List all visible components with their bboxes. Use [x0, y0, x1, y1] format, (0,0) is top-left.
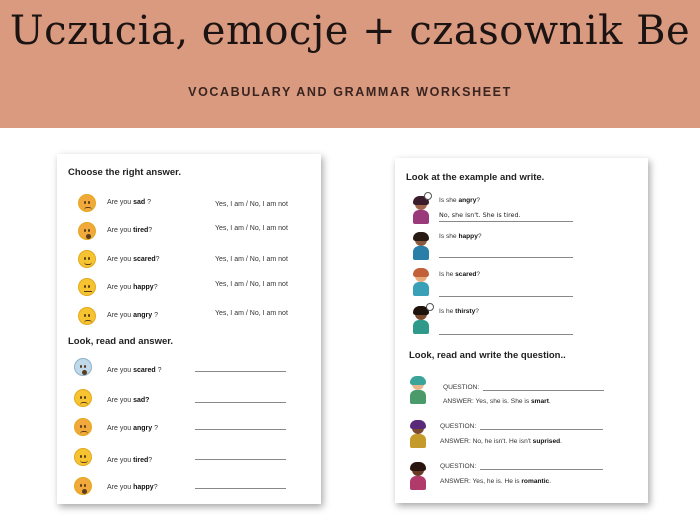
girl-angry-avatar-icon — [410, 196, 432, 224]
answer-line[interactable] — [195, 429, 286, 430]
question-text: Are you scared ? — [107, 367, 162, 374]
list-item — [57, 477, 321, 501]
answer-text: ANSWER: Yes, she is. She is smart. — [443, 398, 551, 405]
question-text: Is she angry? — [439, 197, 481, 204]
question-text: Are you angry ? — [107, 312, 158, 319]
girl-smart-avatar-icon — [407, 376, 429, 404]
boy-scared-avatar-icon — [410, 268, 432, 296]
list-item — [57, 278, 321, 302]
list-item — [395, 304, 648, 336]
answer-line[interactable] — [439, 257, 573, 258]
question-text: Is she happy? — [439, 233, 482, 240]
section-heading: Look, read and answer. — [68, 336, 174, 347]
list-item — [395, 458, 648, 492]
question-text: Are you sad? — [107, 397, 150, 404]
sad-face-icon — [78, 307, 96, 325]
answer-options[interactable]: Yes, I am / No, I am not — [215, 256, 288, 263]
question-text: Are you sad ? — [107, 199, 151, 206]
list-item — [57, 358, 321, 382]
answer-line[interactable] — [195, 402, 286, 403]
answer-line[interactable] — [439, 221, 573, 222]
list-item — [57, 448, 321, 472]
list-item — [57, 418, 321, 442]
question-text: Are you tired? — [107, 227, 153, 234]
girl-happy-avatar-icon — [410, 232, 432, 260]
question-line[interactable] — [483, 390, 604, 391]
list-item — [395, 230, 648, 262]
answer-options[interactable]: Yes, I am / No, I am not — [215, 281, 288, 288]
yawning-face-icon — [74, 477, 92, 495]
answer-options[interactable]: Yes, I am / No, I am not — [215, 201, 288, 208]
smiling-face-icon — [74, 448, 92, 466]
worksheet-page-left — [57, 154, 321, 504]
answer-options[interactable]: Yes, I am / No, I am not — [215, 225, 288, 232]
answer-options[interactable]: Yes, I am / No, I am not — [215, 310, 288, 317]
answer-line[interactable] — [439, 334, 573, 335]
question-label: QUESTION: — [440, 463, 477, 470]
question-text: Are you scared? — [107, 256, 160, 263]
yawning-face-icon — [78, 222, 96, 240]
question-label: QUESTION: — [440, 423, 477, 430]
smiling-face-icon — [78, 250, 96, 268]
list-item — [57, 389, 321, 413]
answer-line[interactable] — [195, 488, 286, 489]
answer-line[interactable] — [439, 296, 573, 297]
list-item — [395, 374, 648, 408]
question-text: Is he thirsty? — [439, 308, 479, 315]
list-item — [57, 194, 321, 218]
list-item — [57, 306, 321, 330]
boy-thirsty-avatar-icon — [410, 306, 432, 334]
section-heading: Choose the right answer. — [68, 167, 181, 178]
question-text: Are you happy? — [107, 284, 158, 291]
boy-romantic-avatar-icon — [407, 462, 429, 490]
question-text: Is he scared? — [439, 271, 481, 278]
answer-line[interactable] — [195, 371, 286, 372]
answer-text: ANSWER: No, he isn't. He isn't suprised. — [440, 438, 562, 445]
header-banner — [0, 0, 700, 128]
angry-face-icon — [74, 418, 92, 436]
list-item — [395, 266, 648, 298]
page-subtitle: VOCABULARY AND GRAMMAR WORKSHEET — [188, 85, 512, 99]
answer-line[interactable] — [195, 459, 286, 460]
question-text: Are you tired? — [107, 457, 153, 464]
list-item — [57, 250, 321, 274]
boy-surprised-avatar-icon — [407, 420, 429, 448]
question-line[interactable] — [480, 469, 603, 470]
worksheet-page-right — [395, 158, 648, 503]
screaming-face-icon — [74, 358, 92, 376]
section-heading: Look at the example and write. — [406, 172, 545, 183]
question-text: Are you happy? — [107, 484, 158, 491]
question-label: QUESTION: — [443, 384, 480, 391]
section-heading: Look, read and write the question.. — [409, 350, 566, 361]
list-item — [395, 418, 648, 452]
question-line[interactable] — [480, 429, 603, 430]
question-text: Are you angry ? — [107, 425, 158, 432]
worried-face-icon — [78, 278, 96, 296]
frowning-face-icon — [74, 389, 92, 407]
list-item — [57, 222, 321, 246]
answer-text: ANSWER: Yes, he is. He is romantic. — [440, 478, 552, 485]
page-title: Uczucia, emocje + czasownik Be — [9, 8, 691, 54]
example-answer: No, she isn't. She is tired. — [439, 211, 521, 219]
angry-face-icon — [78, 194, 96, 212]
list-item — [395, 194, 648, 226]
